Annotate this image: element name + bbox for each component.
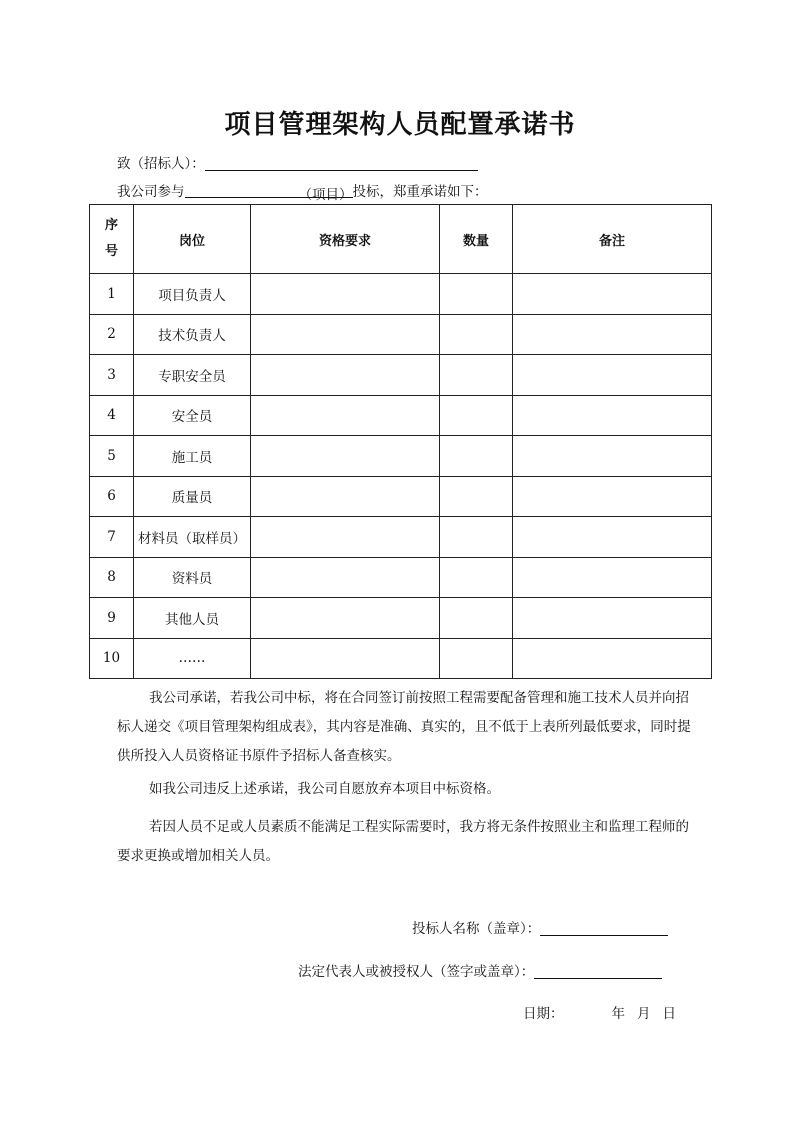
bidder-name-label: 投标人名称（盖章）： — [412, 921, 541, 937]
intro-line — [117, 180, 488, 203]
quantity-cell[interactable] — [440, 274, 513, 315]
quantity-cell[interactable] — [440, 355, 513, 396]
row-no: 3 — [90, 355, 134, 396]
qualification-cell[interactable] — [251, 476, 440, 517]
header-no: 序 号 — [90, 205, 134, 274]
row-position: 质量员 — [134, 476, 251, 517]
quantity-cell[interactable] — [440, 638, 513, 679]
row-no: 2 — [90, 314, 134, 355]
qualification-cell[interactable] — [251, 395, 440, 436]
project-suffix: （项目） — [298, 187, 353, 203]
table-header-row — [90, 205, 712, 274]
row-no: 6 — [90, 476, 134, 517]
header-position: 岗位 — [134, 205, 251, 274]
row-no: 5 — [90, 436, 134, 477]
representative-line — [298, 960, 662, 980]
table-row — [90, 314, 712, 355]
row-position: 专职安全员 — [134, 355, 251, 396]
table-row — [90, 395, 712, 436]
table-row — [90, 598, 712, 639]
qualification-cell[interactable] — [251, 517, 440, 558]
forfeit-paragraph: 如我公司违反上述承诺，我公司自愿放弃本项目中标资格。 — [149, 781, 500, 797]
project-name-blank[interactable] — [185, 183, 353, 203]
quantity-cell[interactable] — [440, 436, 513, 477]
table-row — [90, 638, 712, 679]
qualification-cell[interactable] — [251, 355, 440, 396]
table-row — [90, 517, 712, 558]
staffing-table — [89, 204, 712, 679]
intro-after: 投标，郑重承诺如下： — [352, 184, 488, 200]
remarks-cell[interactable] — [513, 395, 712, 436]
qualification-cell[interactable] — [251, 436, 440, 477]
qualification-cell[interactable] — [251, 557, 440, 598]
remarks-cell[interactable] — [513, 436, 712, 477]
date-line — [523, 1002, 676, 1022]
date-day: 日 — [662, 1006, 676, 1022]
row-no: 10 — [90, 638, 134, 679]
quantity-cell[interactable] — [440, 557, 513, 598]
addressee-blank[interactable] — [205, 156, 478, 171]
qualification-cell[interactable] — [251, 638, 440, 679]
row-no: 8 — [90, 557, 134, 598]
header-qualification: 资格要求 — [251, 205, 440, 274]
remarks-cell[interactable] — [513, 517, 712, 558]
row-position: 资料员 — [134, 557, 251, 598]
remarks-cell[interactable] — [513, 598, 712, 639]
remarks-cell[interactable] — [513, 557, 712, 598]
remarks-cell[interactable] — [513, 274, 712, 315]
row-no: 1 — [90, 274, 134, 315]
quantity-cell[interactable] — [440, 314, 513, 355]
remarks-cell[interactable] — [513, 638, 712, 679]
row-position: 安全员 — [134, 395, 251, 436]
row-no: 4 — [90, 395, 134, 436]
date-year: 年 — [611, 1006, 625, 1022]
qualification-cell[interactable] — [251, 314, 440, 355]
row-position: 施工员 — [134, 436, 251, 477]
table-row — [90, 557, 712, 598]
remarks-cell[interactable] — [513, 314, 712, 355]
remarks-cell[interactable] — [513, 355, 712, 396]
qualification-cell[interactable] — [251, 598, 440, 639]
quantity-cell[interactable] — [440, 476, 513, 517]
bidder-name-blank[interactable] — [540, 921, 668, 936]
row-position: …… — [134, 638, 251, 679]
row-position: 技术负责人 — [134, 314, 251, 355]
addressee-line — [117, 152, 478, 172]
representative-blank[interactable] — [534, 964, 662, 979]
header-quantity: 数量 — [440, 205, 513, 274]
row-position: 材料员（取样员） — [134, 517, 251, 558]
commitment-paragraph: 我公司承诺，若我公司中标，将在合同签订前按照工程需要配备管理和施工技术人员并向招标人递交《项目管理架构组成表》，其内容是准确、真实的，且不低于上表所列最低要求，同时提供所投入人员资格证书原件予招标人备查核实。 — [117, 690, 691, 764]
qualification-cell[interactable] — [251, 274, 440, 315]
table-row — [90, 436, 712, 477]
table-row — [90, 355, 712, 396]
document-title: 项目管理架构人员配置承诺书 — [224, 110, 576, 140]
table-row — [90, 476, 712, 517]
date-month: 月 — [637, 1006, 651, 1022]
table-row — [90, 274, 712, 315]
date-label: 日期： — [523, 1006, 564, 1022]
row-no: 7 — [90, 517, 134, 558]
intro-prefix: 我公司参与 — [117, 184, 185, 200]
row-position: 其他人员 — [134, 598, 251, 639]
header-remarks: 备注 — [513, 205, 712, 274]
remarks-cell[interactable] — [513, 476, 712, 517]
quantity-cell[interactable] — [440, 395, 513, 436]
representative-label: 法定代表人或被授权人（签字或盖章）： — [298, 964, 535, 980]
bidder-name-line — [412, 917, 668, 937]
row-no: 9 — [90, 598, 134, 639]
addressee-label: 致（招标人）： — [117, 156, 205, 172]
quantity-cell[interactable] — [440, 598, 513, 639]
quantity-cell[interactable] — [440, 517, 513, 558]
row-position: 项目负责人 — [134, 274, 251, 315]
replacement-paragraph: 若因人员不足或人员素质不能满足工程实际需要时，我方将无条件按照业主和监理工程师的要求更换或增加相关人员。 — [117, 819, 689, 864]
